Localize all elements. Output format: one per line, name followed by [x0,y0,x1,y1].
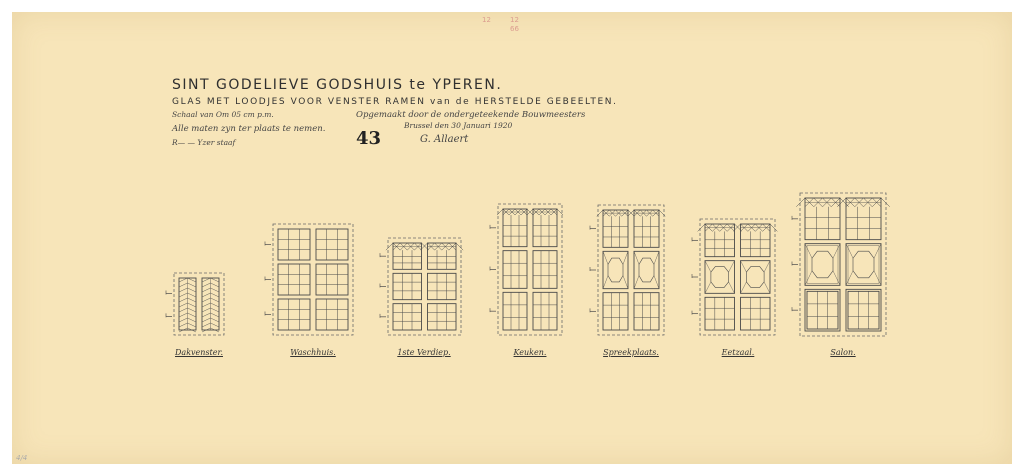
glass-panel [603,251,628,288]
lead-line [634,251,639,264]
glass-panel [278,299,310,330]
glass-panel [807,291,838,329]
window-frame [700,219,775,335]
lead-line [729,261,735,272]
archive-stamp-1: 12 [482,16,491,24]
rosette [608,258,623,282]
window-frame [273,224,353,335]
glass-panel [428,273,457,299]
rosette [639,258,654,282]
glass-panel [533,292,557,330]
lead-line [698,224,705,231]
window-caption: Salon. [830,348,856,357]
glass-panel [741,224,771,257]
window-frame [388,238,461,335]
window-caption: Eetzaal. [721,348,755,357]
lead-line [770,224,777,231]
lead-line [603,251,608,264]
lead-line [741,261,747,272]
glass-panel [316,264,348,295]
glass-panel [846,198,881,240]
signature: G. Allaert [420,134,469,145]
lead-line [654,251,659,264]
glass-panel [848,291,879,329]
glass-panel [805,289,840,331]
place-date: Brussel den 30 Januari 1920 [404,121,513,130]
glass-panel [705,261,735,294]
lead-line [741,282,747,293]
glass-panel [846,244,881,286]
iron-bar-legend: R— — Yzer staaf [172,138,236,147]
author-note: Opgemaakt door de ondergeteekende Bouwmeesters [356,110,586,120]
glass-panel [393,304,422,330]
rosette [711,267,729,288]
archive-stamp-2: 12 66 [510,16,519,33]
lead-line [764,282,770,293]
glass-panel [634,251,659,288]
glass-panel [741,297,771,330]
lead-line [881,198,890,207]
lead-line [729,282,735,293]
lead-line [796,198,805,207]
rosette [853,251,874,278]
sheet-number: 43 [356,128,382,149]
glass-panel [634,210,659,247]
scale-note: Schaal van Om 05 cm p.m. [172,110,274,119]
glass-panel [603,210,628,247]
glass-panel [316,299,348,330]
glass-panel [533,251,557,289]
glass-panel [705,297,735,330]
lead-line [634,276,639,289]
lead-line [456,243,463,250]
window-frame [800,193,886,336]
window-caption: Keuken. [513,348,547,357]
drawing-title: SINT GODELIEVE GODSHUIS te YPEREN. [172,77,503,93]
lead-line [764,261,770,272]
drawing-subtitle: GLAS MET LOODJES VOOR VENSTER RAMEN van de HERSTELDE GEBEELTEN. [172,97,618,107]
rosette [812,251,833,278]
lead-line [705,282,711,293]
window-frame [498,204,562,335]
lead-line [705,261,711,272]
lead-line [654,276,659,289]
corner-mark: 4/4 [16,454,28,462]
measure-note: Alle maten zyn ter plaats te nemen. [172,124,326,134]
window-caption: Waschhuis. [290,348,336,357]
glass-panel [393,273,422,299]
glass-panel [846,289,881,331]
lead-line [386,243,393,250]
glass-panel [316,229,348,260]
window-caption: Dakvenster. [175,348,223,357]
glass-panel [603,293,628,330]
glass-panel [503,251,527,289]
glass-panel [278,229,310,260]
lead-line [603,276,608,289]
window-caption: 1ste Verdiep. [397,348,451,357]
rosette [746,267,764,288]
lead-line [623,251,628,264]
window-caption: Spreekplaats. [603,348,659,357]
glass-panel [503,292,527,330]
glass-panel [741,261,771,294]
glass-panel [805,244,840,286]
lead-line [623,276,628,289]
glass-panel [278,264,310,295]
glass-panel [705,224,735,257]
glass-panel [428,304,457,330]
glass-panel [805,198,840,240]
glass-panel [634,293,659,330]
